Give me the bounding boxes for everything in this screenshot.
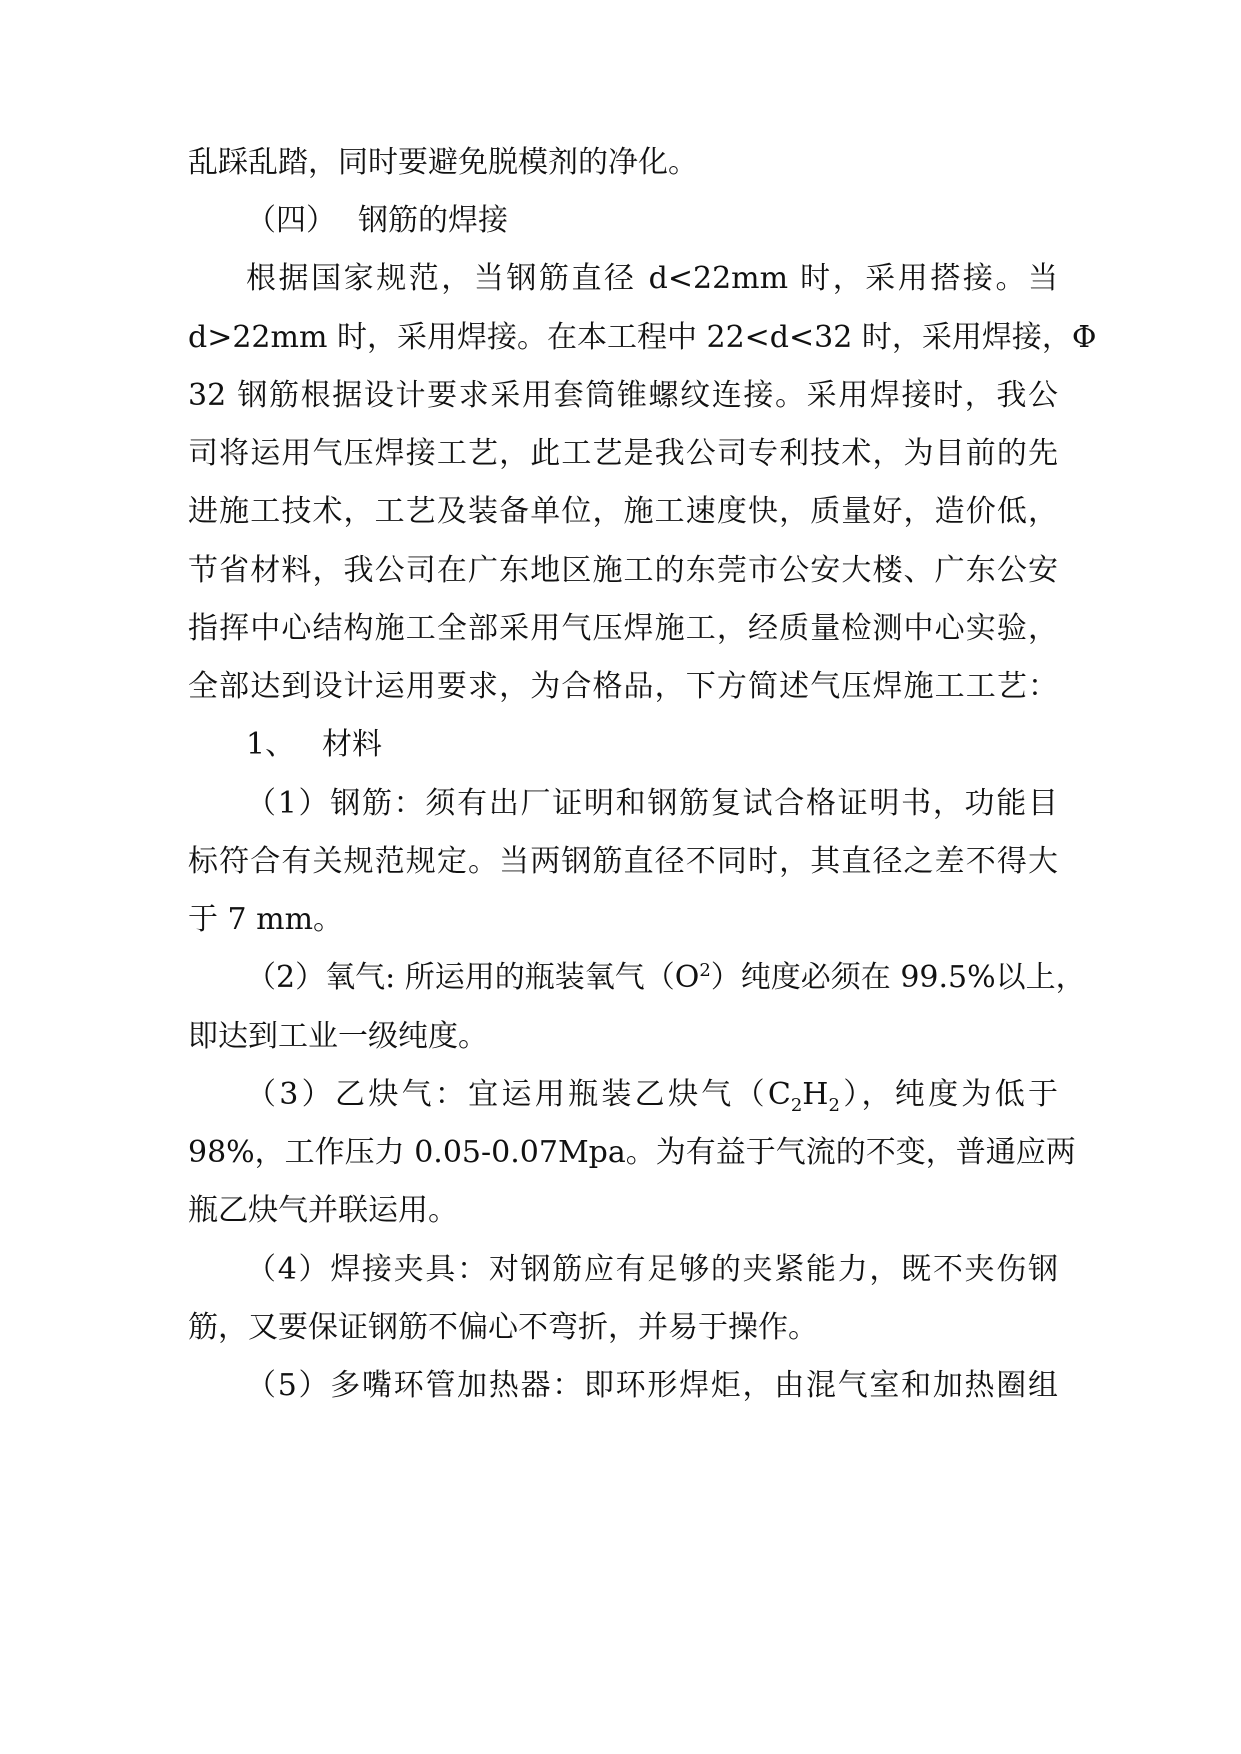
acetylene-subscript-2: 2 [828,1095,840,1116]
text-line-14: 于 7 mm。 [188,902,344,937]
text-line-4: d>22mm 时，采用焊接。在本工程中 22<d<32 时，采用焊接，Φ [188,320,1097,355]
text-line-15 [246,958,1086,998]
text-line-7: 进施工技术，工艺及装备单位，施工速度快，质量好，造价低， [188,494,1058,529]
text-line-12: （1）钢筋：须有出厂证明和钢筋复试合格证明书，功能目 [246,786,1058,821]
oxygen-superscript: 2 [699,960,711,981]
oxygen-text-pre: （2）氧气: 所运用的瓶装氧气（O [246,960,700,995]
acetylene-text-post: ），纯度为低于 [839,1077,1058,1112]
text-line-5: 32 钢筋根据设计要求采用套筒锥螺纹连接。采用焊接时，我公 [188,378,1058,413]
text-line-16: 即达到工业一级纯度。 [188,1019,488,1054]
text-line-20: （4）焊接夹具：对钢筋应有足够的夹紧能力，既不夹伤钢 [246,1252,1058,1287]
list-number: 1、 [246,727,296,762]
list-heading [246,725,646,765]
section-heading [246,201,646,241]
text-line-8: 节省材料，我公司在广东地区施工的东莞市公安大楼、广东公安 [188,553,1058,588]
acetylene-text-pre: （3）乙炔气：宜运用瓶装乙炔气（C [246,1077,791,1112]
text-line-1: 乱踩乱踏，同时要避免脱模剂的净化。 [188,145,698,180]
text-line-22: （5）多嘴环管加热器：即环形焊炬，由混气室和加热圈组 [246,1368,1058,1403]
text-line-21: 筋，又要保证钢筋不偏心不弯折，并易于操作。 [188,1310,818,1345]
text-line-18: 98%，工作压力 0.05-0.07Mpa。为有益于气流的不变，普通应两 [188,1135,1076,1170]
text-line-10: 全部达到设计运用要求，为合格品，下方简述气压焊施工工艺： [188,669,1058,704]
text-line-13: 标符合有关规范规定。当两钢筋直径不同时，其直径之差不得大 [188,844,1058,879]
text-line-19: 瓶乙炔气并联运用。 [188,1193,458,1228]
acetylene-text-mid: H [802,1077,829,1112]
text-line-3: 根据国家规范，当钢筋直径 d<22mm 时，采用搭接。当 [246,261,1058,296]
text-line-9: 指挥中心结构施工全部采用气压焊施工，经质量检测中心实验， [188,611,1058,646]
oxygen-text-post: ）纯度必须在 99.5%以上， [710,960,1086,995]
section-title: 钢筋的焊接 [358,203,508,238]
section-number: （四） [246,203,336,238]
list-title: 材料 [322,727,382,762]
text-line-17 [246,1075,1058,1115]
acetylene-subscript-1: 2 [790,1095,803,1116]
text-line-6: 司将运用气压焊接工艺，此工艺是我公司专利技术，为目前的先 [188,436,1058,471]
